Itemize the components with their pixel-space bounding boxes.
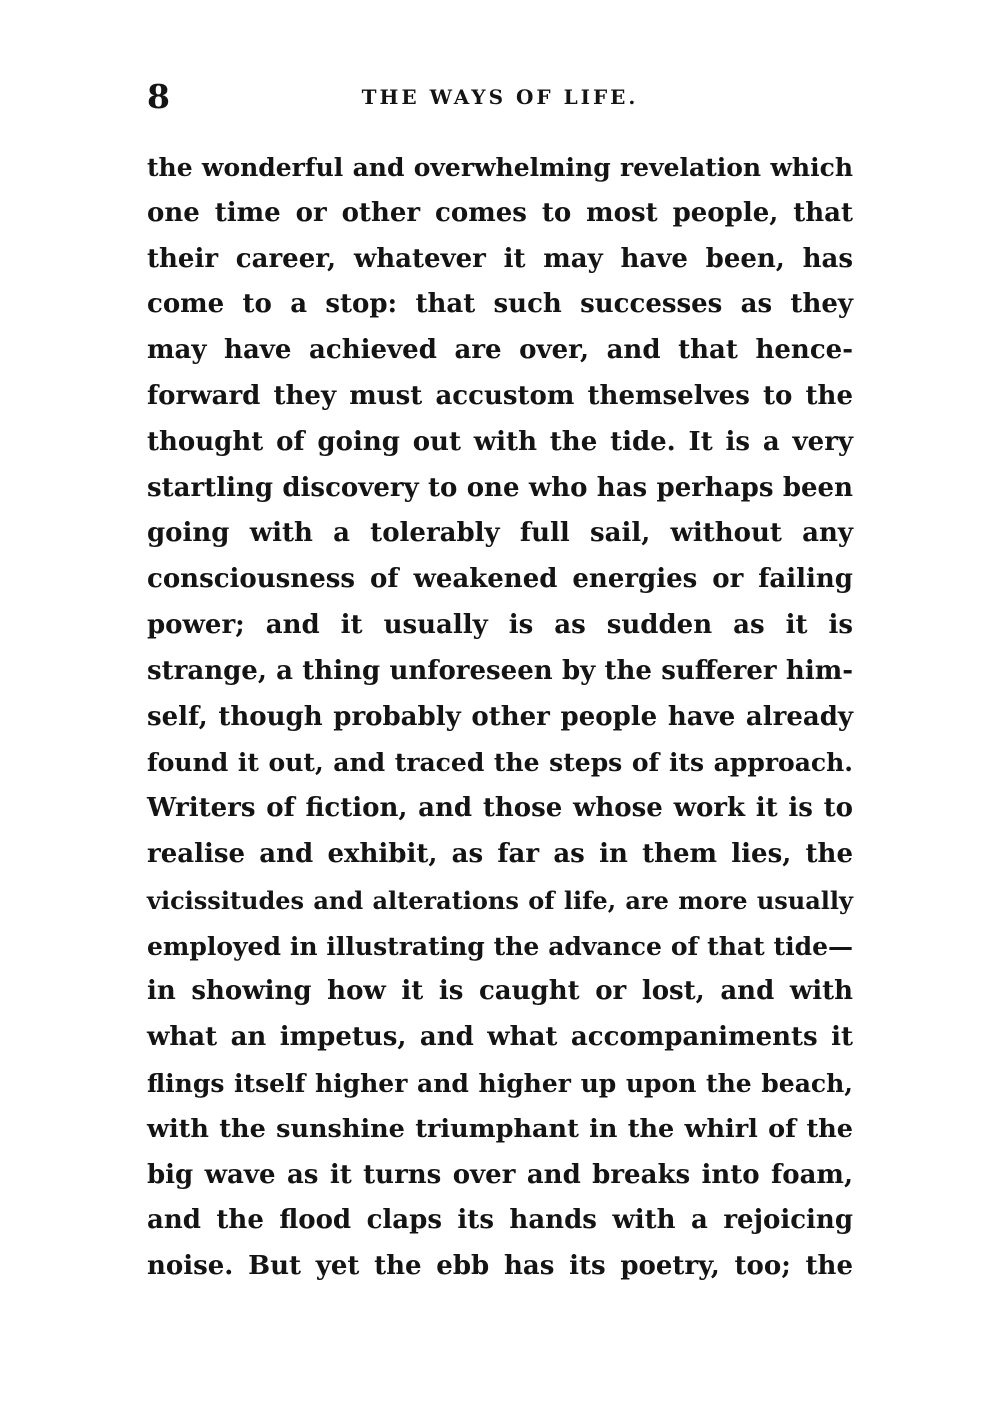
text-line: the wonderful and overwhelming revelation which xyxy=(147,153,853,182)
text-line: with the sunshine triumphant in the whirl of the xyxy=(147,1113,853,1144)
text-line: come to a stop: that such successes as they xyxy=(147,289,853,320)
text-line: noise. But yet the ebb has its poetry, too; the xyxy=(147,1251,853,1282)
text-line: thought of going out with the tide. It is a very xyxy=(147,426,853,457)
text-line: vicissitudes and alterations of life, are more usually xyxy=(147,885,853,915)
text-line: their career, whatever it may have been, has xyxy=(147,243,853,274)
text-line: one time or other comes to most people, that xyxy=(147,197,853,228)
text-line: big wave as it turns over and breaks into foam, xyxy=(147,1159,853,1190)
text-line: startling discovery to one who has perhaps been xyxy=(147,472,853,503)
text-line: consciousness of weakened energies or failing xyxy=(147,564,853,595)
text-line: in showing how it is caught or lost, and with xyxy=(147,976,853,1007)
text-line: what an impetus, and what accompaniments it xyxy=(147,1022,853,1053)
text-line: realise and exhibit, as far as in them lies, the xyxy=(147,838,853,869)
text-line: forward they must accustom themselves to the xyxy=(147,380,853,411)
text-line: flings itself higher and higher up upon the beach, xyxy=(147,1068,853,1098)
text-line: may have achieved are over, and that hence- xyxy=(147,335,853,366)
page-number: 8 xyxy=(147,77,170,116)
text-line: employed in illustrating the advance of that tide— xyxy=(147,931,853,961)
text-line: Writers of fiction, and those whose work it is to xyxy=(147,793,853,824)
text-line: found it out, and traced the steps of its approach. xyxy=(147,748,853,778)
text-line: self, though probably other people have already xyxy=(147,701,853,732)
body-text xyxy=(147,145,853,1290)
text-line: going with a tolerably full sail, without any xyxy=(147,518,853,549)
running-head xyxy=(147,78,853,118)
text-line: power; and it usually is as sudden as it is xyxy=(147,609,853,640)
running-title: THE WAYS OF LIFE. xyxy=(361,85,639,109)
text-line: strange, a thing unforeseen by the sufferer him- xyxy=(147,655,853,686)
text-line: and the flood claps its hands with a rejoicing xyxy=(147,1205,853,1236)
